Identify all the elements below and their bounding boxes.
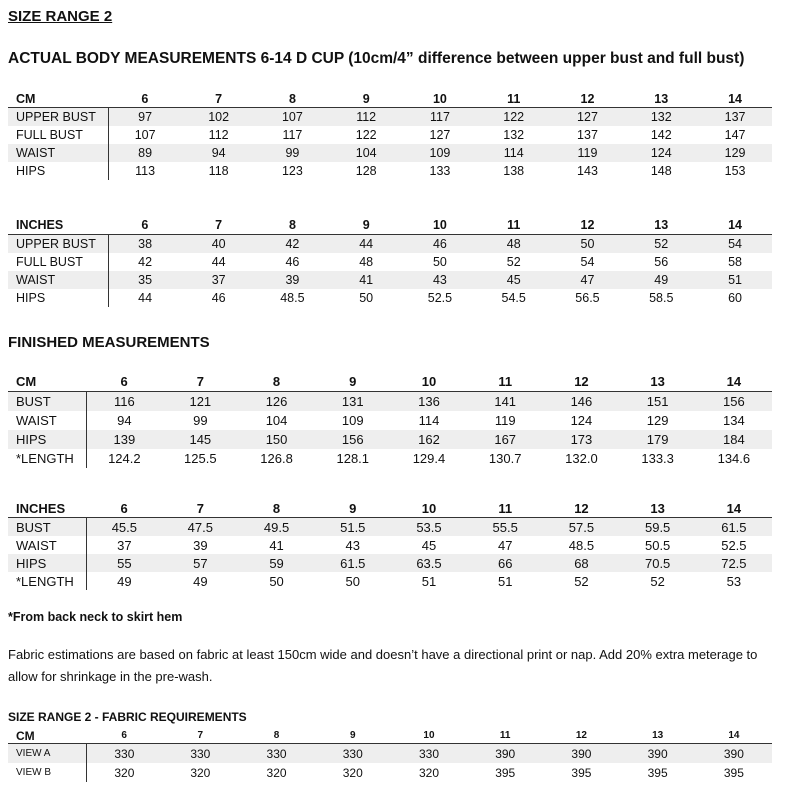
measurement-cell: 128.1 <box>315 449 391 468</box>
measurement-cell: 54.5 <box>477 289 551 307</box>
size-header-12: 12 <box>543 372 619 392</box>
measurement-cell: 48 <box>329 253 403 271</box>
measurement-cell: 129 <box>698 144 772 162</box>
measurement-cell: 55.5 <box>467 518 543 537</box>
table-row <box>8 126 772 144</box>
measurement-cell: 148 <box>624 162 698 180</box>
size-header-8: 8 <box>256 90 330 108</box>
table-header-row <box>8 728 772 744</box>
measurement-cell: 137 <box>698 108 772 127</box>
measurement-cell: 112 <box>182 126 256 144</box>
measurement-cell: 142 <box>624 126 698 144</box>
measurement-cell: 173 <box>543 430 619 449</box>
finished-cm-table <box>8 372 772 468</box>
measurement-cell: 138 <box>477 162 551 180</box>
measurement-cell: 51 <box>698 271 772 289</box>
unit-header: INCHES <box>8 499 86 518</box>
measurement-cell: 50 <box>315 572 391 590</box>
measurement-cell: 156 <box>696 392 772 412</box>
measurement-cell: 41 <box>238 536 314 554</box>
measurement-cell: 127 <box>551 108 625 127</box>
measurement-cell: 97 <box>108 108 182 127</box>
finished-inches-table <box>8 499 772 590</box>
unit-header: CM <box>8 372 86 392</box>
table-row <box>8 144 772 162</box>
table-row <box>8 271 772 289</box>
size-header-14: 14 <box>696 372 772 392</box>
page-title: SIZE RANGE 2 <box>8 8 113 25</box>
measurement-cell: 89 <box>108 144 182 162</box>
measurement-cell: 153 <box>698 162 772 180</box>
size-header-11: 11 <box>477 216 551 235</box>
measurement-cell: 121 <box>162 392 238 412</box>
measurement-cell: 122 <box>329 126 403 144</box>
measurement-cell: 94 <box>86 411 162 430</box>
size-header-13: 13 <box>620 499 696 518</box>
measurement-cell: 70.5 <box>620 554 696 572</box>
measurement-cell: 127 <box>403 126 477 144</box>
measurement-cell: 119 <box>467 411 543 430</box>
measurement-cell: 56.5 <box>551 289 625 307</box>
measurement-cell: 66 <box>467 554 543 572</box>
measurement-cell: 145 <box>162 430 238 449</box>
size-header-12: 12 <box>543 499 619 518</box>
table-row <box>8 392 772 412</box>
size-header-6: 6 <box>86 499 162 518</box>
row-label: HIPS <box>8 554 86 572</box>
measurement-cell: 390 <box>467 744 543 764</box>
measurement-cell: 99 <box>162 411 238 430</box>
measurement-cell: 112 <box>329 108 403 127</box>
measurement-cell: 150 <box>238 430 314 449</box>
size-header-7: 7 <box>182 90 256 108</box>
measurement-cell: 44 <box>182 253 256 271</box>
unit-header: CM <box>8 728 86 744</box>
measurement-cell: 52.5 <box>696 536 772 554</box>
measurement-cell: 55 <box>86 554 162 572</box>
size-header-10: 10 <box>391 728 467 744</box>
measurement-cell: 128 <box>329 162 403 180</box>
size-header-7: 7 <box>162 372 238 392</box>
measurement-cell: 63.5 <box>391 554 467 572</box>
size-header-7: 7 <box>182 216 256 235</box>
measurement-cell: 109 <box>403 144 477 162</box>
measurement-cell: 45 <box>477 271 551 289</box>
table-row <box>8 572 772 590</box>
size-header-9: 9 <box>329 216 403 235</box>
unit-header: CM <box>8 90 108 108</box>
unit-header: INCHES <box>8 216 108 235</box>
size-header-13: 13 <box>620 728 696 744</box>
size-header-12: 12 <box>543 728 619 744</box>
measurement-cell: 48 <box>477 235 551 254</box>
measurement-cell: 119 <box>551 144 625 162</box>
measurement-cell: 59 <box>238 554 314 572</box>
row-label: VIEW A <box>8 744 86 764</box>
size-header-12: 12 <box>551 216 625 235</box>
measurement-cell: 107 <box>108 126 182 144</box>
measurement-cell: 56 <box>624 253 698 271</box>
table-row <box>8 162 772 180</box>
measurement-cell: 179 <box>620 430 696 449</box>
body-inches-table <box>8 216 772 307</box>
measurement-cell: 46 <box>182 289 256 307</box>
measurement-cell: 51.5 <box>315 518 391 537</box>
measurement-cell: 123 <box>256 162 330 180</box>
measurement-cell: 53.5 <box>391 518 467 537</box>
measurement-cell: 45.5 <box>86 518 162 537</box>
measurement-cell: 58 <box>698 253 772 271</box>
table-header-row <box>8 90 772 108</box>
measurement-cell: 330 <box>391 744 467 764</box>
measurement-cell: 125.5 <box>162 449 238 468</box>
measurement-cell: 320 <box>391 763 467 782</box>
measurement-cell: 49 <box>624 271 698 289</box>
size-header-7: 7 <box>162 728 238 744</box>
measurement-cell: 134.6 <box>696 449 772 468</box>
measurement-cell: 49 <box>162 572 238 590</box>
measurement-cell: 139 <box>86 430 162 449</box>
measurement-cell: 94 <box>182 144 256 162</box>
measurement-cell: 130.7 <box>467 449 543 468</box>
measurement-cell: 53 <box>696 572 772 590</box>
measurement-cell: 167 <box>467 430 543 449</box>
table-row <box>8 744 772 764</box>
size-header-9: 9 <box>329 90 403 108</box>
measurement-cell: 109 <box>315 411 391 430</box>
measurement-cell: 122 <box>477 108 551 127</box>
finished-measurements-heading: FINISHED MEASUREMENTS <box>8 334 210 351</box>
row-label: FULL BUST <box>8 253 108 271</box>
measurement-cell: 395 <box>467 763 543 782</box>
size-header-8: 8 <box>238 728 314 744</box>
row-label: *LENGTH <box>8 572 86 590</box>
measurement-cell: 330 <box>162 744 238 764</box>
table-row <box>8 430 772 449</box>
measurement-cell: 141 <box>467 392 543 412</box>
size-header-10: 10 <box>403 216 477 235</box>
table-header-row <box>8 372 772 392</box>
measurement-cell: 54 <box>698 235 772 254</box>
measurement-cell: 46 <box>256 253 330 271</box>
measurement-cell: 114 <box>477 144 551 162</box>
measurement-cell: 44 <box>108 289 182 307</box>
measurement-cell: 124.2 <box>86 449 162 468</box>
measurement-cell: 129.4 <box>391 449 467 468</box>
size-header-14: 14 <box>696 728 772 744</box>
measurement-cell: 126.8 <box>238 449 314 468</box>
row-label: WAIST <box>8 411 86 430</box>
measurement-cell: 395 <box>620 763 696 782</box>
measurement-cell: 35 <box>108 271 182 289</box>
table-row <box>8 411 772 430</box>
table-row <box>8 518 772 537</box>
size-header-13: 13 <box>620 372 696 392</box>
size-header-8: 8 <box>256 216 330 235</box>
size-header-10: 10 <box>391 499 467 518</box>
measurement-cell: 60 <box>698 289 772 307</box>
row-label: WAIST <box>8 144 108 162</box>
size-header-6: 6 <box>108 90 182 108</box>
measurement-cell: 330 <box>238 744 314 764</box>
table-row <box>8 108 772 127</box>
size-header-6: 6 <box>86 728 162 744</box>
measurement-cell: 330 <box>315 744 391 764</box>
measurement-cell: 37 <box>86 536 162 554</box>
row-label: HIPS <box>8 289 108 307</box>
measurement-cell: 133.3 <box>620 449 696 468</box>
measurement-cell: 320 <box>238 763 314 782</box>
measurement-cell: 39 <box>256 271 330 289</box>
measurement-cell: 143 <box>551 162 625 180</box>
size-header-11: 11 <box>467 499 543 518</box>
measurement-cell: 395 <box>696 763 772 782</box>
size-header-8: 8 <box>238 499 314 518</box>
size-header-11: 11 <box>477 90 551 108</box>
measurement-cell: 72.5 <box>696 554 772 572</box>
measurement-cell: 42 <box>256 235 330 254</box>
table-header-row <box>8 499 772 518</box>
size-header-14: 14 <box>696 499 772 518</box>
measurement-cell: 137 <box>551 126 625 144</box>
measurement-cell: 104 <box>238 411 314 430</box>
measurement-cell: 45 <box>391 536 467 554</box>
measurement-cell: 42 <box>108 253 182 271</box>
measurement-cell: 52 <box>543 572 619 590</box>
measurement-cell: 124 <box>543 411 619 430</box>
body-measurements-heading: ACTUAL BODY MEASUREMENTS 6-14 D CUP (10cm/4” difference between upper bust and full bust) <box>8 50 745 67</box>
row-label: VIEW B <box>8 763 86 782</box>
measurement-cell: 54 <box>551 253 625 271</box>
measurement-cell: 102 <box>182 108 256 127</box>
size-header-12: 12 <box>551 90 625 108</box>
size-header-9: 9 <box>315 728 391 744</box>
measurement-cell: 49 <box>86 572 162 590</box>
size-header-14: 14 <box>698 216 772 235</box>
measurement-cell: 37 <box>182 271 256 289</box>
table-row <box>8 289 772 307</box>
measurement-cell: 131 <box>315 392 391 412</box>
row-label: FULL BUST <box>8 126 108 144</box>
measurement-cell: 68 <box>543 554 619 572</box>
length-footnote: *From back neck to skirt hem <box>8 610 183 624</box>
fabric-note: Fabric estimations are based on fabric at least 150cm wide and doesn’t have a directional print or nap. Add 20% extra meterage to allow for shrinkage in the pre-wash. <box>8 647 758 684</box>
size-header-10: 10 <box>391 372 467 392</box>
measurement-cell: 390 <box>620 744 696 764</box>
measurement-cell: 50 <box>403 253 477 271</box>
size-header-13: 13 <box>624 216 698 235</box>
size-header-9: 9 <box>315 372 391 392</box>
row-label: *LENGTH <box>8 449 86 468</box>
measurement-cell: 47 <box>467 536 543 554</box>
measurement-cell: 320 <box>315 763 391 782</box>
measurement-cell: 147 <box>698 126 772 144</box>
row-label: WAIST <box>8 536 86 554</box>
measurement-cell: 52.5 <box>403 289 477 307</box>
table-row <box>8 449 772 468</box>
measurement-cell: 126 <box>238 392 314 412</box>
measurement-cell: 40 <box>182 235 256 254</box>
measurement-cell: 156 <box>315 430 391 449</box>
table-row <box>8 253 772 271</box>
measurement-cell: 132 <box>624 108 698 127</box>
measurement-cell: 39 <box>162 536 238 554</box>
measurement-cell: 49.5 <box>238 518 314 537</box>
size-header-14: 14 <box>698 90 772 108</box>
measurement-cell: 162 <box>391 430 467 449</box>
measurement-cell: 117 <box>403 108 477 127</box>
measurement-cell: 132.0 <box>543 449 619 468</box>
table-row <box>8 554 772 572</box>
measurement-cell: 52 <box>477 253 551 271</box>
measurement-cell: 116 <box>86 392 162 412</box>
size-header-6: 6 <box>108 216 182 235</box>
measurement-cell: 114 <box>391 411 467 430</box>
measurement-cell: 118 <box>182 162 256 180</box>
measurement-cell: 390 <box>696 744 772 764</box>
measurement-cell: 320 <box>86 763 162 782</box>
measurement-cell: 46 <box>403 235 477 254</box>
size-header-6: 6 <box>86 372 162 392</box>
measurement-cell: 146 <box>543 392 619 412</box>
measurement-cell: 129 <box>620 411 696 430</box>
table-row <box>8 763 772 782</box>
measurement-cell: 113 <box>108 162 182 180</box>
row-label: BUST <box>8 518 86 537</box>
measurement-cell: 50 <box>329 289 403 307</box>
measurement-cell: 132 <box>477 126 551 144</box>
measurement-cell: 50 <box>238 572 314 590</box>
size-header-9: 9 <box>315 499 391 518</box>
measurement-cell: 57.5 <box>543 518 619 537</box>
size-header-11: 11 <box>467 728 543 744</box>
size-header-13: 13 <box>624 90 698 108</box>
measurement-cell: 43 <box>315 536 391 554</box>
measurement-cell: 58.5 <box>624 289 698 307</box>
measurement-cell: 320 <box>162 763 238 782</box>
table-row <box>8 235 772 254</box>
row-label: WAIST <box>8 271 108 289</box>
table-row <box>8 536 772 554</box>
measurement-cell: 50.5 <box>620 536 696 554</box>
measurement-cell: 184 <box>696 430 772 449</box>
measurement-cell: 61.5 <box>696 518 772 537</box>
size-header-7: 7 <box>162 499 238 518</box>
size-header-11: 11 <box>467 372 543 392</box>
table-header-row <box>8 216 772 235</box>
measurement-cell: 57 <box>162 554 238 572</box>
measurement-cell: 61.5 <box>315 554 391 572</box>
measurement-cell: 390 <box>543 744 619 764</box>
row-label: UPPER BUST <box>8 108 108 127</box>
measurement-cell: 51 <box>467 572 543 590</box>
measurement-cell: 133 <box>403 162 477 180</box>
measurement-cell: 59.5 <box>620 518 696 537</box>
measurement-cell: 47.5 <box>162 518 238 537</box>
measurement-cell: 43 <box>403 271 477 289</box>
measurement-cell: 99 <box>256 144 330 162</box>
fabric-requirements-heading: SIZE RANGE 2 - FABRIC REQUIREMENTS <box>8 710 247 724</box>
measurement-cell: 104 <box>329 144 403 162</box>
measurement-cell: 47 <box>551 271 625 289</box>
fabric-requirements-table <box>8 728 772 782</box>
measurement-cell: 395 <box>543 763 619 782</box>
measurement-cell: 52 <box>624 235 698 254</box>
size-header-8: 8 <box>238 372 314 392</box>
measurement-cell: 107 <box>256 108 330 127</box>
row-label: HIPS <box>8 162 108 180</box>
measurement-cell: 48.5 <box>543 536 619 554</box>
row-label: BUST <box>8 392 86 412</box>
measurement-cell: 48.5 <box>256 289 330 307</box>
measurement-cell: 151 <box>620 392 696 412</box>
row-label: HIPS <box>8 430 86 449</box>
measurement-cell: 134 <box>696 411 772 430</box>
measurement-cell: 50 <box>551 235 625 254</box>
measurement-cell: 44 <box>329 235 403 254</box>
measurement-cell: 41 <box>329 271 403 289</box>
size-header-10: 10 <box>403 90 477 108</box>
row-label: UPPER BUST <box>8 235 108 254</box>
measurement-cell: 124 <box>624 144 698 162</box>
body-cm-table <box>8 90 772 180</box>
measurement-cell: 136 <box>391 392 467 412</box>
measurement-cell: 38 <box>108 235 182 254</box>
measurement-cell: 330 <box>86 744 162 764</box>
measurement-cell: 117 <box>256 126 330 144</box>
measurement-cell: 52 <box>620 572 696 590</box>
measurement-cell: 51 <box>391 572 467 590</box>
